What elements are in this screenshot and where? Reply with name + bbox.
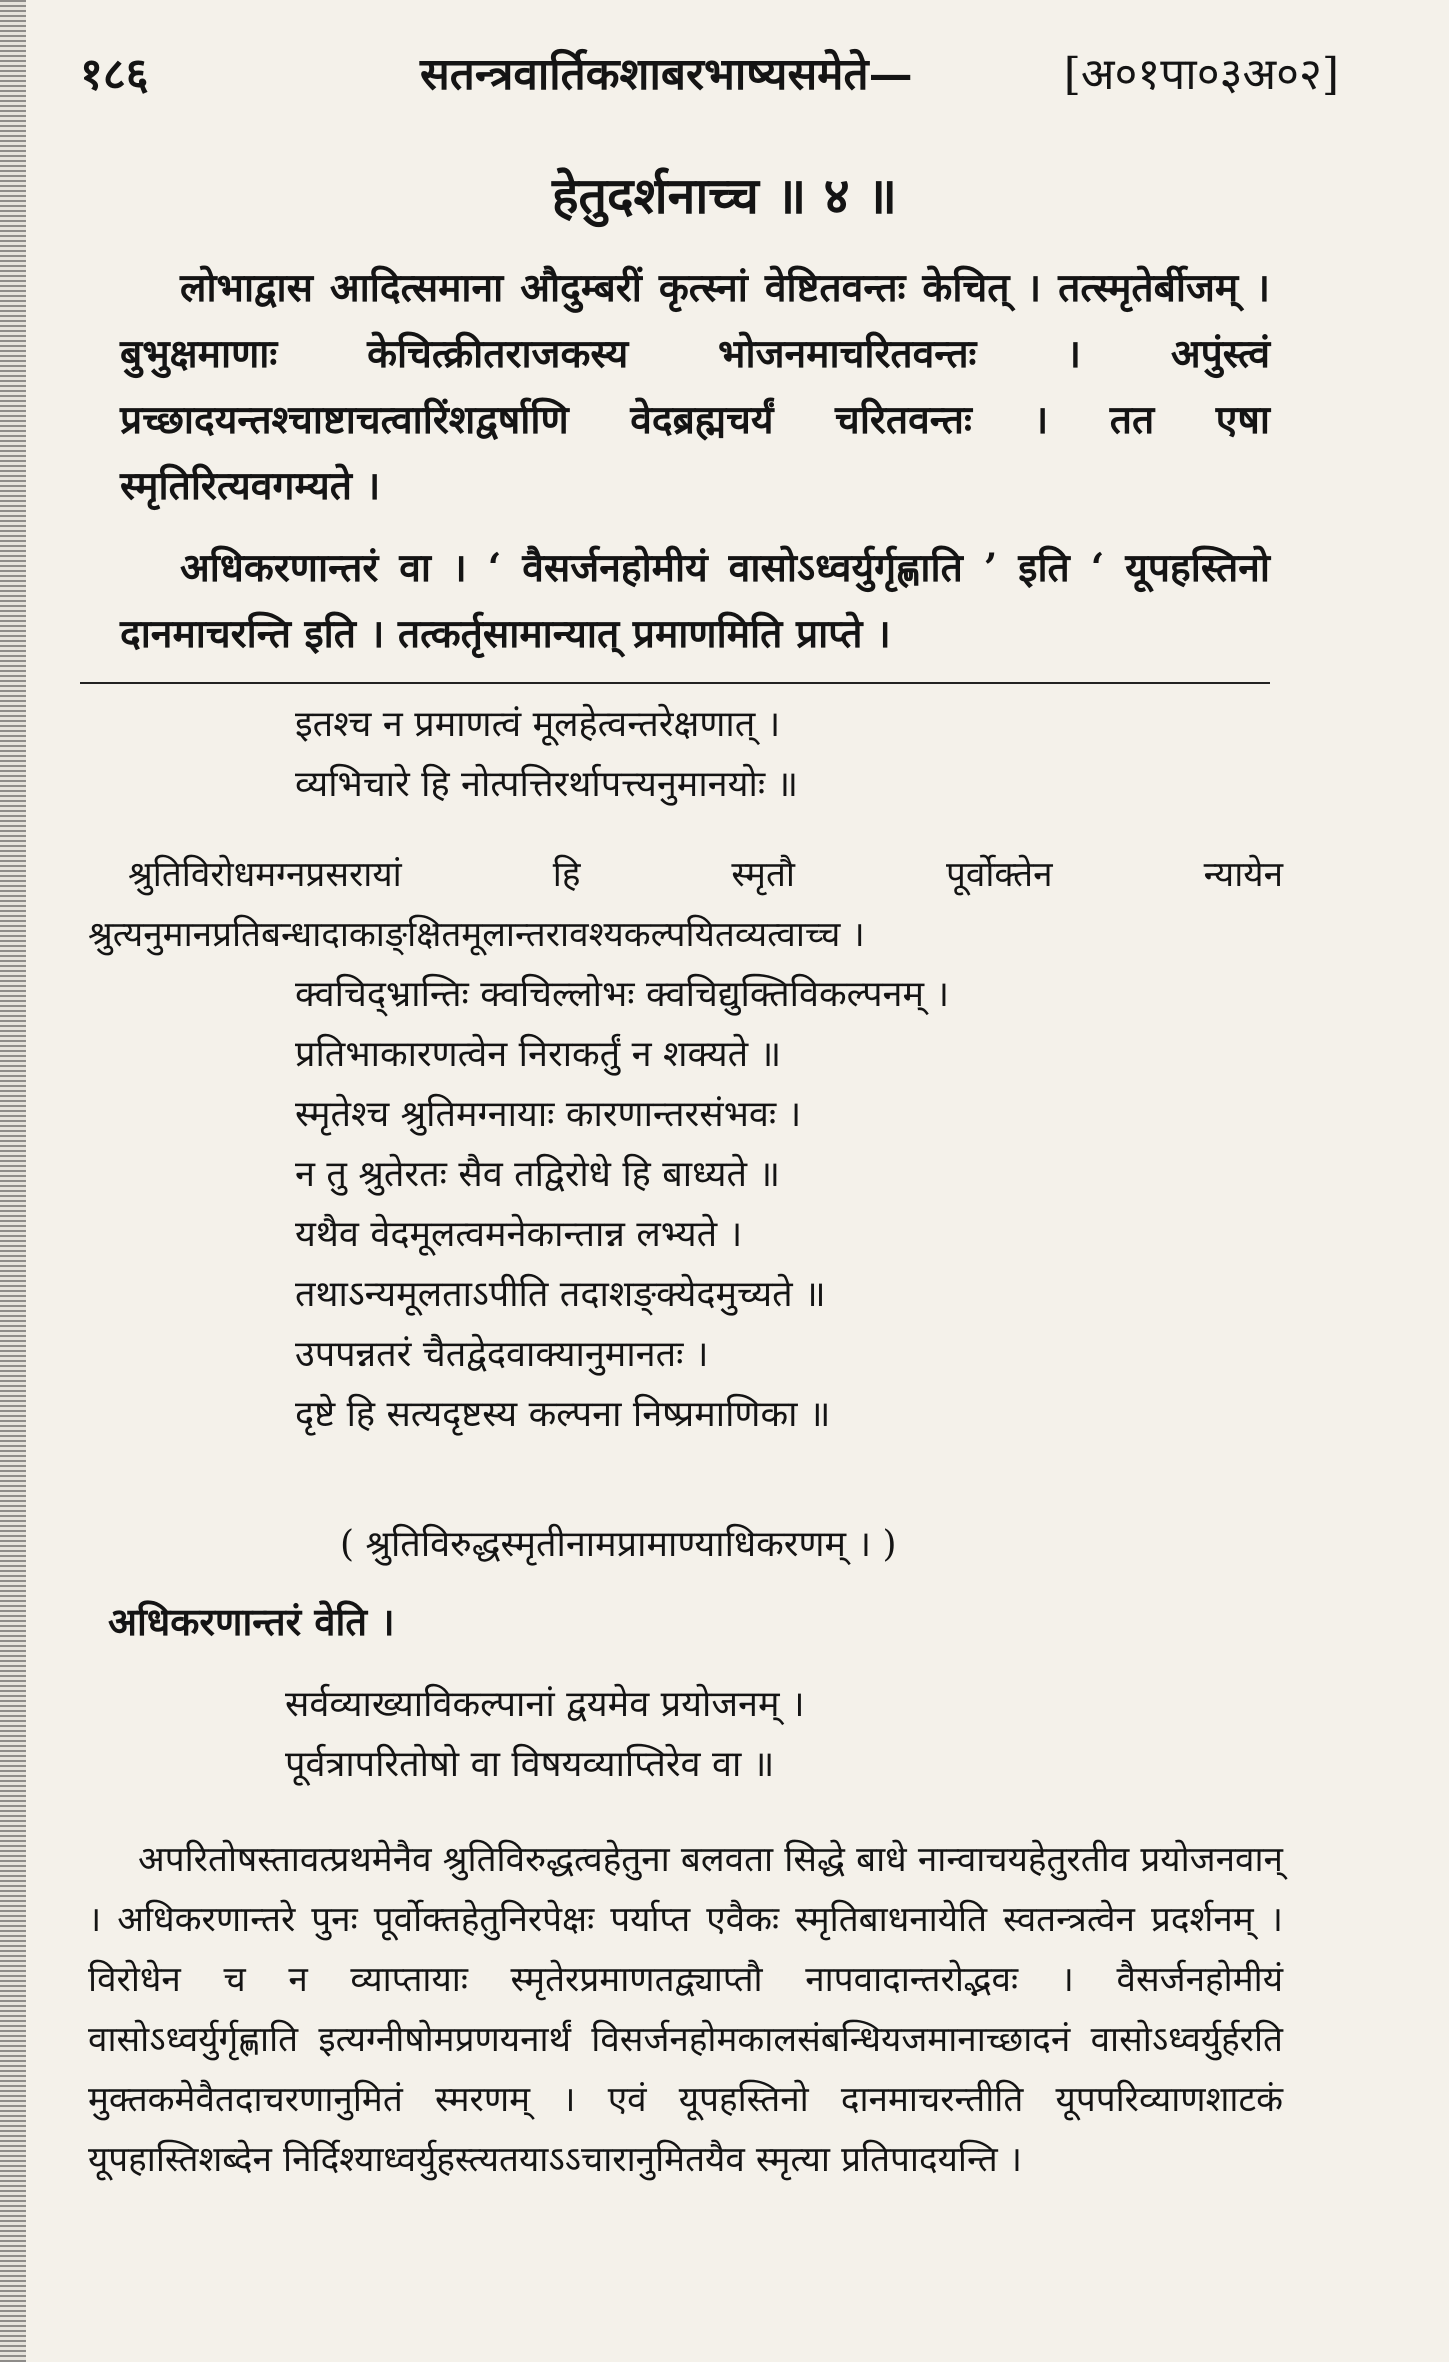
verse-line: न तु श्रुतेरतः सैव तद्विरोधे हि बाध्यते ॥ xyxy=(295,1154,781,1195)
verse-line: स्मृतेश्च श्रुतिमग्नायाः कारणान्तरसंभवः । xyxy=(295,1094,802,1135)
bhashya-paragraph-1: लोभाद्वास आदित्समाना औदुम्बरीं कृत्स्नां वेष्टितवन्तः केचित् । तत्स्मृतेर्बीजम् । बुभुक्षमाणाः केचित्क्रीतराजकस्य भोजनमाचरितवन्तः । अपुंस्त्वं प्रच्छादयन्तश्चाष्टाचत्वारिंशद्वर्षाणि वेदब्रह्मचर्यं चरितवन्तः । तत एषा स्मृतिरित्यवगम्यते । xyxy=(120,265,1270,509)
adhikarana-title: ( श्रुतिविरुद्धस्मृतीनामप्रामाण्याधिकरणम् । ) xyxy=(340,1524,897,1565)
section-reference: [अ०१पा०३अ०२] xyxy=(1063,49,1339,100)
page-number: १८६ xyxy=(80,49,149,100)
verse-line: क्वचिद्भ्रान्तिः क्वचिल्लोभः क्वचिद्युक्तिविकल्पनम् । xyxy=(295,974,950,1015)
verse-line: यथैव वेदमूलत्वमनेकान्तान्न लभ्यते । xyxy=(295,1214,743,1255)
section-heading: अधिकरणान्तरं वेति । xyxy=(108,1599,395,1644)
verse-block-3 xyxy=(285,1675,805,1795)
book-spine-shadow xyxy=(0,0,26,2362)
running-title: सतन्त्रवार्तिकशाबरभाष्यसमेते— xyxy=(420,49,913,100)
commentary-paragraph-2: अपरितोषस्तावत्प्रथमेनैव श्रुतिविरुद्धत्वहेतुना बलवता सिद्धे बाधे नान्वाचयहेतुरतीव प्रयोजनवान् । अधिकरणान्तरे पुनः पूर्वोक्तहेतुनिरपेक्षः पर्याप्त एवैकः स्मृतिबाधनायेति स्वतन्त्रत्वेन प्रदर्शनम् । विरोधेन च न व्याप्तायाः स्मृतेरप्रमाणतद्व्याप्तौ नापवादान्तरोद्भवः । वैसर्जनहोमीयं वासोऽध्वर्युर्गृह्णाति इत्यग्नीषोमप्रणयनार्थं विसर्जनहोमकालसंबन्धियजमानाच्छादनं वासोऽध्वर्युर्हरति मुक्तकमेवैतदाचरणानुमितं स्मरणम् । एवं यूपहस्तिनो दानमाचरन्तीति यूपपरिव्याणशाटकं यूपहास्तिशब्देन निर्दिश्याध्वर्युहस्त्यतयाऽऽचारानुमितयैव स्मृत्या प्रतिपादयन्ति । xyxy=(88,1840,1283,2180)
verse-line: पूर्वत्रापरितोषो वा विषयव्याप्तिरेव वा ॥ xyxy=(285,1744,775,1785)
verse-line: प्रतिभाकारणत्वेन निराकर्तुं न शक्यते ॥ xyxy=(295,1034,782,1075)
verse-line: उपपन्नतरं चैतद्वेदवाक्यानुमानतः । xyxy=(295,1334,709,1375)
commentary-paragraph-1: श्रुतिविरोधमग्नप्रसरायां हि स्मृतौ पूर्वोक्तेन न्यायेन श्रुत्यनुमानप्रतिबन्धादाकाङ्क्षितमूलान्तरावश्यकल्पयितव्यत्वाच्च । xyxy=(88,855,1283,955)
sutra-heading: हेतुदर्शनाच्च ॥ ४ ॥ xyxy=(551,166,898,225)
verse-block-2 xyxy=(295,965,949,1445)
verse-line: सर्वव्याख्याविकल्पानां द्वयमेव प्रयोजनम् । xyxy=(285,1684,805,1725)
verse-block-1 xyxy=(295,695,798,815)
bhashya-paragraph-2: अधिकरणान्तरं वा । ‘ वैसर्जनहोमीयं वासोऽध्वर्युर्गृह्णाति ’ इति ‘ यूपहस्तिनो दानमाचरन्ति इति । तत्कर्तृसामान्यात् प्रमाणमिति प्राप्ते । xyxy=(120,545,1270,657)
verse-line: तथाऽन्यमूलताऽपीति तदाशङ्क्येदमुच्यते ॥ xyxy=(295,1274,826,1315)
running-header xyxy=(80,42,1339,112)
verse-line: इतश्च न प्रमाणत्वं मूलहेत्वन्तरेक्षणात् । xyxy=(295,704,781,745)
section-divider xyxy=(80,682,1270,684)
verse-line: दृष्टे हि सत्यदृष्टस्य कल्पना निष्प्रमाणिका ॥ xyxy=(295,1394,831,1435)
verse-line: व्यभिचारे हि नोत्पत्तिरर्थापत्त्यनुमानयोः ॥ xyxy=(295,764,799,805)
